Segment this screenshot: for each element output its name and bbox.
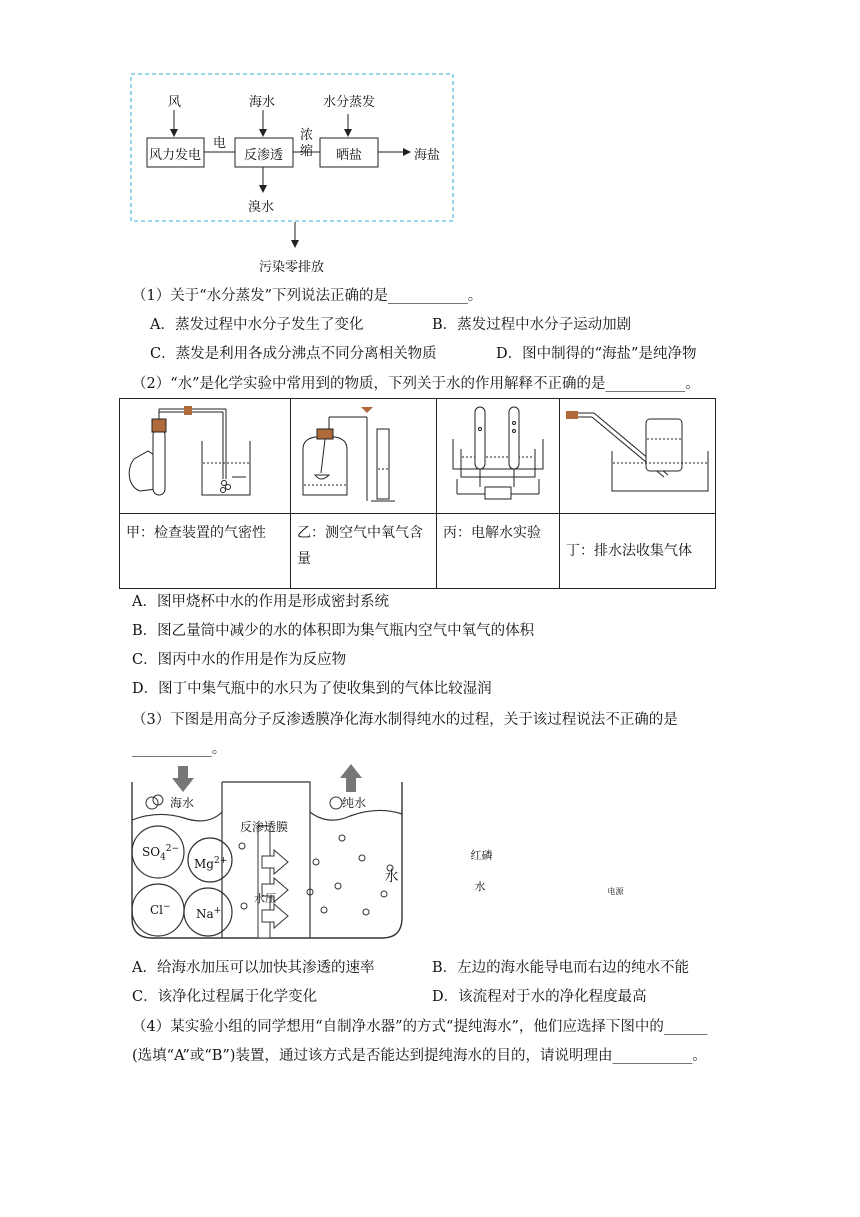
- fig-bing-svg: [437, 399, 559, 509]
- q3-fig-so4: [142, 844, 179, 862]
- q3-fig-pure-water: 纯水: [342, 796, 367, 810]
- q2-option-d[interactable]: D．图丁中集气瓶中的水只为了使收集到的气体比较湿润: [132, 681, 492, 697]
- fig-ding-svg: [560, 399, 715, 509]
- q1-option-b[interactable]: B．蒸发过程中水分子运动加剧: [432, 317, 632, 333]
- flow-reverse-osmosis: 反渗透: [244, 148, 284, 163]
- flow-sea-salt: 海盐: [414, 148, 441, 163]
- caption-yi: 乙：测空气中氧气含量: [297, 525, 423, 567]
- q2-option-c[interactable]: C．图丙中水的作用是作为反应物: [132, 652, 347, 668]
- q3-fig-cl-sup: −: [163, 902, 171, 912]
- q1-option-a[interactable]: A．蒸发过程中水分子发生了变化: [150, 317, 364, 333]
- q2-option-b[interactable]: B．图乙量筒中减少的水的体积即为集气瓶内空气中氧气的体积: [132, 623, 535, 639]
- fig-yi-red-phosphorus: 红磷: [470, 848, 493, 862]
- fig-jia-water-label: 水: [384, 868, 399, 885]
- flow-wind-power: 风力发电: [149, 148, 202, 163]
- fig-yi-svg: [291, 399, 436, 509]
- q3-blank: ___________。: [132, 741, 227, 757]
- flow-concentrate-2: 缩: [300, 144, 314, 159]
- caption-yi-cell: [291, 514, 437, 589]
- q3-fig-cl: [150, 902, 171, 917]
- q3-option-d[interactable]: D．该流程对于水的净化程度最高: [432, 989, 647, 1005]
- flow-seawater: 海水: [249, 95, 276, 110]
- q3-fig-so4-sup: 2−: [165, 844, 180, 854]
- q4-line-1: （4）某实验小组的同学想用“自制净水器”的方式“提纯海水”，他们应选择下图中的______: [132, 1019, 708, 1035]
- flow-wind: 风: [168, 95, 182, 110]
- q3-fig-pressure: 水压: [254, 892, 276, 905]
- q3-fig-cl-text: Cl: [150, 903, 164, 917]
- caption-bing-cell: [437, 514, 560, 589]
- caption-bing: 丙：电解水实验: [443, 525, 541, 541]
- q3-fig-so4-text: SO: [142, 845, 161, 859]
- flow-salt-drying: 晒盐: [336, 148, 363, 163]
- q3-fig-na-sup: +: [213, 906, 222, 916]
- q3-fig-na: [196, 906, 221, 921]
- flow-bromine-water: 溴水: [248, 200, 275, 215]
- caption-jia: 甲：检查装置的气密性: [126, 525, 266, 541]
- fig-bing-power-label: 电源: [607, 886, 624, 896]
- q2-option-a[interactable]: A．图甲烧杯中水的作用是形成密封系统: [132, 594, 389, 610]
- flow-zero-emission: 污染零排放: [259, 260, 325, 275]
- q3-option-b[interactable]: B．左边的海水能导电而右边的纯水不能: [432, 960, 690, 976]
- q3-fig-so4-sub: 4: [160, 852, 166, 863]
- fig-ding-cell: [560, 399, 716, 514]
- q3-fig-mg-sup: 2+: [213, 856, 228, 866]
- fig-yi-water-label: 水: [474, 879, 486, 893]
- q3-fig-mg-text: Mg: [194, 857, 214, 871]
- q1-option-d[interactable]: D．图中制得的“海盐”是纯净物: [496, 346, 697, 362]
- flow-concentrate-1: 浓: [300, 128, 314, 143]
- q1-stem: （1）关于“水分蒸发”下列说法正确的是___________。: [132, 288, 483, 304]
- q1-option-c[interactable]: C．蒸发是利用各成分沸点不同分离相关物质: [150, 346, 437, 362]
- q3-fig-mg: [194, 856, 227, 871]
- flow-diagram: [125, 70, 465, 285]
- q3-fig-membrane: 反渗透膜: [240, 820, 289, 834]
- flow-electricity: 电: [213, 136, 227, 151]
- q3-fig-seawater: 海水: [170, 796, 195, 810]
- q3-option-a[interactable]: A．给海水加压可以加快其渗透的速率: [132, 960, 375, 976]
- caption-ding-cell: [560, 514, 716, 589]
- q4-line-2: (选填“A”或“B”)装置，通过该方式是否能达到提纯海水的目的，请说明理由___________。: [132, 1048, 707, 1064]
- q3-option-c[interactable]: C．该净化过程属于化学变化: [132, 989, 318, 1005]
- q3-stem: （3）下图是用高分子反渗透膜净化海水制得纯水的过程，关于该过程说法不正确的是: [132, 712, 678, 728]
- q3-membrane-figure: [128, 760, 408, 945]
- caption-jia-cell: [120, 514, 291, 589]
- q2-stem: （2）“水”是化学实验中常用到的物质，下列关于水的作用解释不正确的是___________。: [132, 376, 700, 392]
- q3-fig-na-text: Na: [196, 907, 214, 921]
- fig-jia-svg: [120, 399, 290, 509]
- flow-evaporation: 水分蒸发: [323, 95, 376, 110]
- caption-ding: 丁：排水法收集气体: [566, 543, 692, 559]
